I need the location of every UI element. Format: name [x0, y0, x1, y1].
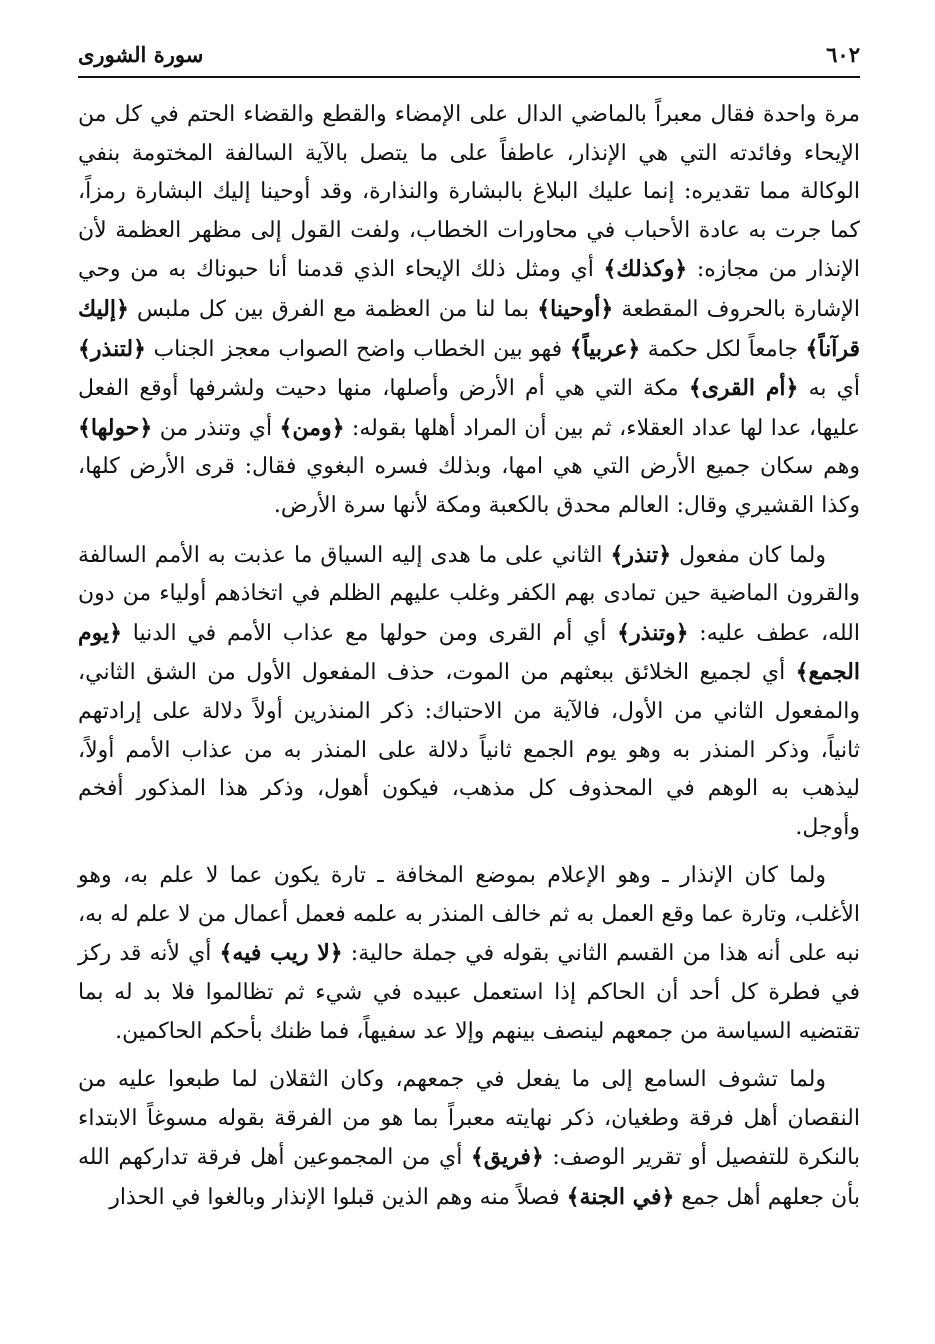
quran-quote: ﴿وتنذر﴾ [617, 619, 689, 646]
text-run: أي وتنذر من [152, 415, 280, 441]
quran-quote: ﴿أوحينا﴾ [537, 295, 614, 322]
page-number: ٦٠٢ [826, 42, 860, 67]
text-run: ولما كان مفعول [671, 542, 827, 568]
quran-quote: ﴿عربياً﴾ [569, 335, 641, 362]
quran-quote: ﴿لا ريب فيه﴾ [219, 940, 343, 967]
body-text [78, 96, 860, 1218]
paragraph [78, 96, 860, 526]
text-run: جامعاً لكل حكمة [640, 336, 806, 362]
text-run: أي لأنه قد ركز في فطرة كل أحد أن الحاكم إذا استعمل عبيده في شيء ثم تظالموا فلا بد له بما تقتضيه السياسة من جمعهم لينصف بينهم وإلا عد سفيهاً، فما ظنك بأحكم الحاكمين. [78, 941, 860, 1044]
text-run: الثاني على ما هدى إليه السياق ما عذبت به الأمم السالفة والقرون الماضية حين تمادى بهم الكفر وغلب عليهم الظلم في اتخاذهم أولياء من دون الله، عطف عليه: [78, 542, 860, 646]
text-run: أي به [798, 376, 860, 402]
page-header [78, 38, 860, 78]
text-run: فهو بين الخطاب واضح الصواب معجز الجناب [145, 336, 570, 362]
text-run: أي لجميع الخلائق ببعثهم من الموت، حذف المفعول الأول من الشق الثاني، والمفعول الثاني من الأول، فالآية من الاحتباك: ذكر المنذرين أولاً دلالة على إرادتهم ثانياً، وذكر المنذر به وهو يوم الجمع ثانياً دلالة على المنذر به من عذاب الأمم أولاً، ليذهب به الوهم في المحذوف كل مذهب، فيكون أهول، وذكر هذا المذكور أفخم وأوجل. [78, 660, 860, 840]
text-run: مكة التي هي أم الأرض وأصلها، منها دحيت ولشرفها أوقع الفعل عليها، عدا لها عداد العقلاء، ثم بين أن المراد أهلها بقوله: [78, 376, 860, 441]
quran-quote: ﴿ومن﴾ [279, 414, 345, 441]
text-run: مرة واحدة فقال معبراً بالماضي الدال على الإمضاء والقطع والقضاء الحتم في كل من الإيحاء وفائدته التي هي الإنذار، عاطفاً على ما يتصل بالآية السالفة المختومة بنفي الوكالة مما تقديره: إنما عليك البلاغ بالبشارة والنذارة، وقد أوحينا إليك البشارة رمزاً، كما جرت به عادة الأحباب في محاورات الخطاب، ولفت القول إلى مظهر العظمة لأن الإنذار من مجازه: [78, 102, 860, 283]
quran-quote: ﴿في الجنة﴾ [566, 1184, 675, 1211]
paragraph [78, 857, 860, 1051]
text-run: أي من المجموعين أهل فرقة تداركهم الله بأن جعلهم أهل جمع [78, 1145, 860, 1211]
quran-quote: ﴿حولها﴾ [78, 414, 153, 441]
text-run: ولما تشوف السامع إلى ما يفعل في جمعهم، وكان الثقلان لما طبعوا عليه من النقصان أهل فرقة وطغيان، ذكر نهايته معبراً بما هو من الفرقة بقوله مسوغاً الابتداء بالنكرة للتفصيل أو تقرير الوصف: [78, 1067, 861, 1171]
quran-quote: ﴿لتنذر﴾ [78, 335, 146, 362]
text-run: وهم سكان جميع الأرض التي هي امها، وبذلك فسره البغوي فقال: قرى الأرض كلها، وكذا القشيري وقال: العالم محدق بالكعبة ومكة لأنها سرة الأرض. [78, 454, 860, 518]
quran-quote: ﴿فريق﴾ [470, 1144, 544, 1171]
paragraph [78, 1061, 860, 1217]
text-run: أي أم القرى ومن حولها مع عذاب الأمم في الدنيا [122, 620, 618, 646]
text-run: أي ومثل ذلك الإيحاء الذي قدمنا أنا حبوناك به من وحي الإشارة بالحروف المقطعة [78, 257, 861, 322]
quran-quote: ﴿وكذلك﴾ [603, 256, 688, 283]
quran-quote: ﴿أم القرى﴾ [688, 375, 799, 402]
text-run: بما لنا من العظمة مع الفرق بين كل ملبس [128, 296, 538, 322]
header-divider [78, 76, 860, 78]
text-run: فصلاً منه وهم الذين قبلوا الإنذار وبالغوا في الحذار [109, 1185, 567, 1211]
paragraph [78, 536, 860, 848]
text-run: ولما كان الإنذار ـ وهو الإعلام بموضع المخافة ـ تارة يكون عما لا علم به، وهو الأغلب، وتارة عما وقع العمل به ثم خالف المنذر به علمه فعمل أعمال من لا علم له به، نبه على أنه هذا من القسم الثاني بقوله في جملة حالية: [78, 863, 860, 967]
surah-title: سورة الشورى [78, 42, 204, 67]
quran-quote: ﴿إليك قرآناً﴾ [78, 295, 861, 362]
quran-quote: ﴿يوم الجمع﴾ [78, 619, 860, 686]
quran-quote: ﴿تنذر﴾ [610, 541, 672, 568]
